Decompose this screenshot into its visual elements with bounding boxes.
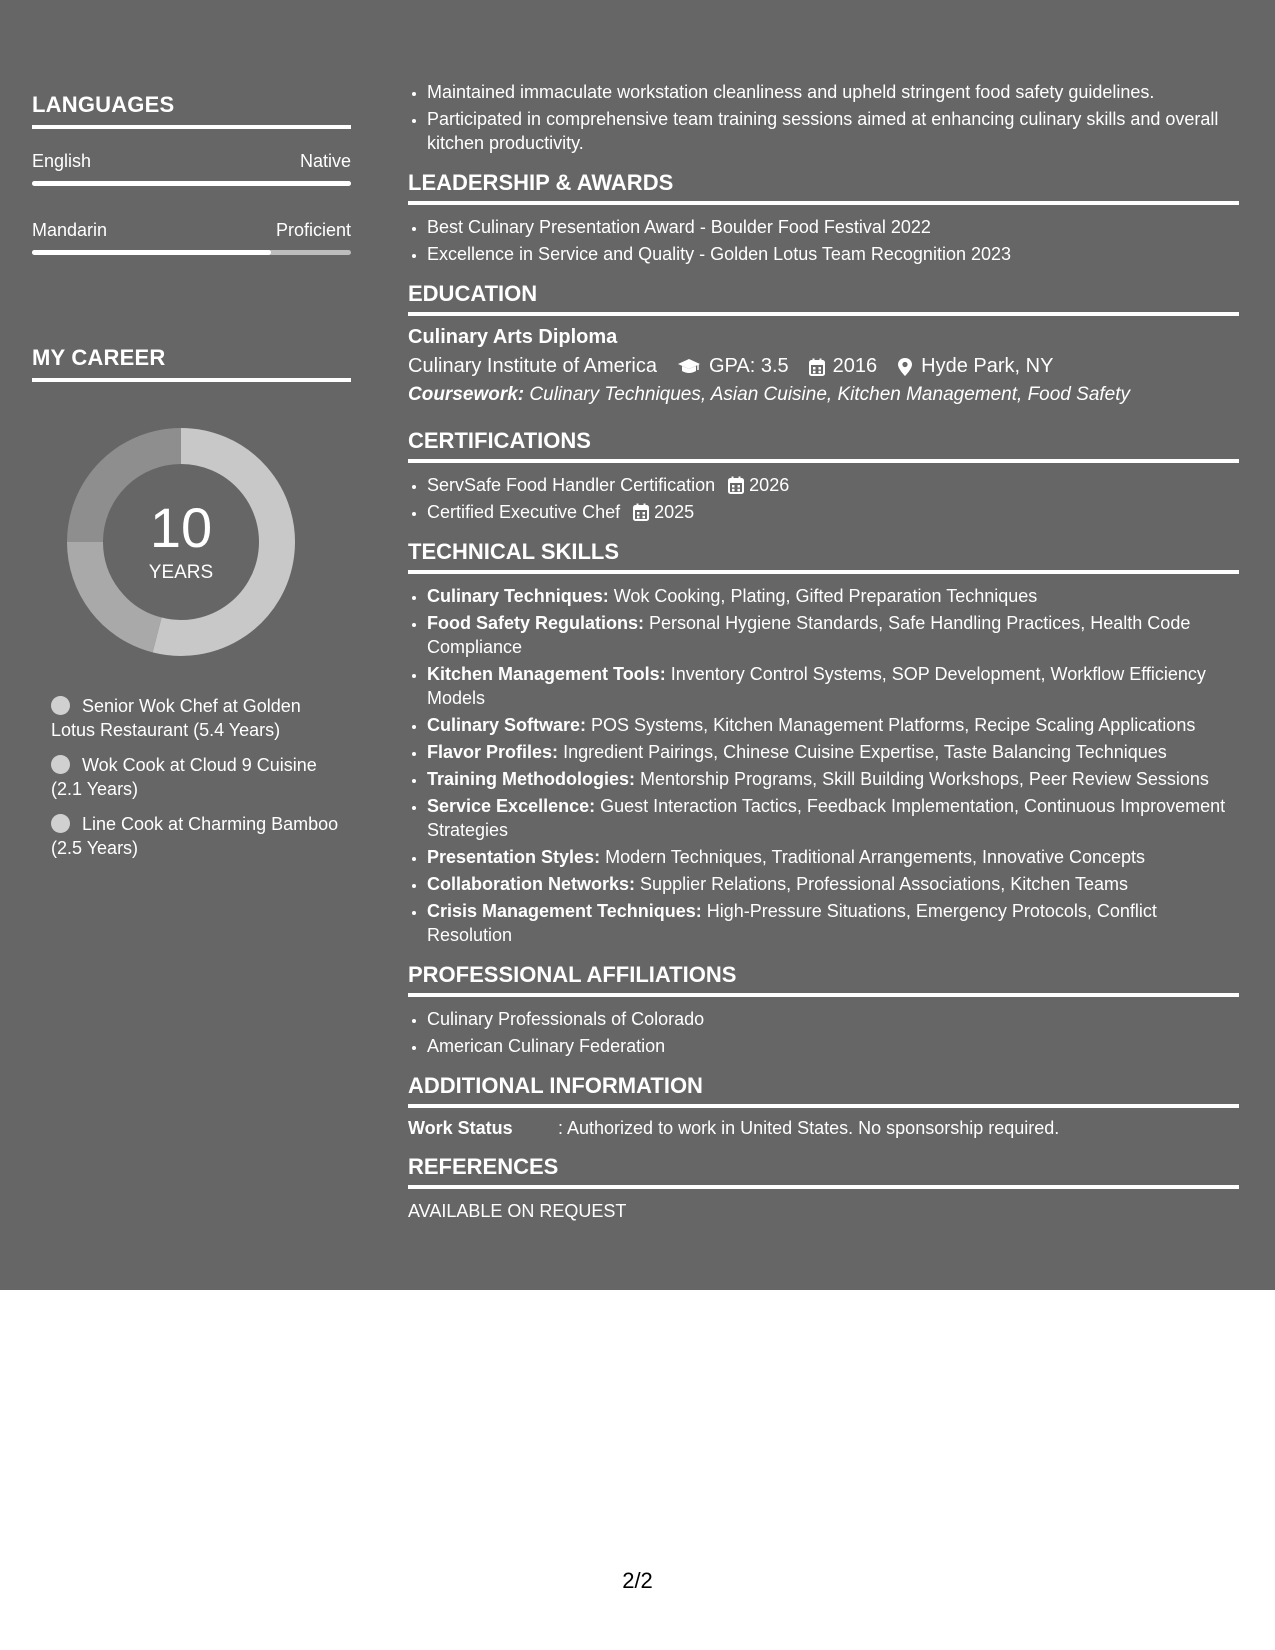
work-status-value: : Authorized to work in United States. No sponsorship required. bbox=[558, 1118, 1060, 1138]
skill-item: • Kitchen Management Tools: Inventory Control Systems, SOP Development, Workflow Efficiency Models bbox=[427, 662, 1239, 710]
experience-bullet: • Participated in comprehensive team training sessions aimed at enhancing culinary skills and overall kitchen productivity. bbox=[427, 107, 1239, 155]
education-degree: Culinary Arts Diploma bbox=[408, 326, 618, 348]
additional-heading: ADDITIONAL INFORMATION bbox=[408, 1073, 1239, 1108]
calendar-icon bbox=[728, 476, 744, 494]
education-coursework: Coursework: Culinary Techniques, Asian Cuisine, Kitchen Management, Food Safety bbox=[408, 384, 1131, 405]
skill-item: • Culinary Software: POS Systems, Kitchen Management Platforms, Recipe Scaling Applications bbox=[427, 713, 1239, 737]
language-level: Proficient bbox=[275, 220, 351, 240]
career-years-label: YEARS bbox=[148, 562, 214, 583]
skill-item: • Food Safety Regulations: Personal Hygiene Standards, Safe Handling Practices, Health Code Compliance bbox=[427, 611, 1239, 659]
language-bar bbox=[32, 181, 351, 186]
calendar-icon bbox=[809, 358, 825, 376]
career-heading: MY CAREER bbox=[32, 345, 351, 382]
affiliation-item: • American Culinary Federation bbox=[427, 1034, 1239, 1058]
language-level: Native bbox=[299, 151, 351, 171]
leadership-heading: LEADERSHIP & AWARDS bbox=[408, 170, 1239, 205]
career-legend-item: Wok Cook at Cloud 9 Cuisine (2.1 Years) bbox=[51, 755, 317, 799]
left-column bbox=[32, 92, 351, 871]
affiliations-section bbox=[408, 962, 1239, 1058]
work-status-label: Work Status bbox=[408, 1118, 513, 1138]
skill-item: • Presentation Styles: Modern Techniques, Traditional Arrangements, Innovative Concepts bbox=[427, 845, 1239, 869]
calendar-icon bbox=[633, 503, 649, 521]
leadership-section bbox=[408, 170, 1239, 266]
career-legend-item: Line Cook at Charming Bamboo (2.5 Years) bbox=[51, 814, 339, 858]
additional-section bbox=[408, 1073, 1239, 1139]
experience-bullets bbox=[408, 80, 1239, 155]
references-section bbox=[408, 1154, 1239, 1222]
education-details bbox=[408, 355, 1239, 378]
legend-dot-icon bbox=[51, 755, 70, 774]
career-legend-item: Senior Wok Chef at Golden Lotus Restaurant (5.4 Years) bbox=[51, 696, 301, 740]
legend-dot-icon bbox=[51, 814, 70, 833]
references-heading: REFERENCES bbox=[408, 1154, 1239, 1189]
language-bar bbox=[32, 250, 351, 255]
page-indicator: 2/2 bbox=[622, 1568, 653, 1593]
certification-item: • Certified Executive Chef 2025 bbox=[427, 500, 1239, 524]
language-bar-fill bbox=[32, 250, 271, 255]
education-gpa: GPA: 3.5 bbox=[709, 355, 789, 377]
languages-heading: LANGUAGES bbox=[32, 92, 351, 129]
skill-item: • Culinary Techniques: Wok Cooking, Plating, Gifted Preparation Techniques bbox=[427, 584, 1239, 608]
language-name: English bbox=[32, 151, 92, 171]
education-year: 2016 bbox=[832, 355, 878, 377]
skills-heading: TECHNICAL SKILLS bbox=[408, 539, 1239, 574]
certification-item: • ServSafe Food Handler Certification 2026 bbox=[427, 473, 1239, 497]
career-total-years: 10 bbox=[149, 496, 213, 559]
education-location: Hyde Park, NY bbox=[921, 355, 1054, 377]
work-status-row bbox=[408, 1118, 1239, 1139]
award-item: • Best Culinary Presentation Award - Boulder Food Festival 2022 bbox=[427, 215, 1239, 239]
legend-dot-icon bbox=[51, 696, 70, 715]
career-legend bbox=[32, 694, 341, 860]
skill-item: • Crisis Management Techniques: High-Pressure Situations, Emergency Protocols, Conflict Resolution bbox=[427, 899, 1239, 947]
skill-item: • Flavor Profiles: Ingredient Pairings, Chinese Cuisine Expertise, Taste Balancing Techniques bbox=[427, 740, 1239, 764]
career-donut-chart bbox=[65, 426, 297, 658]
language-english bbox=[32, 151, 351, 186]
skill-item: • Collaboration Networks: Supplier Relations, Professional Associations, Kitchen Teams bbox=[427, 872, 1239, 896]
graduation-cap-icon bbox=[677, 358, 701, 376]
award-item: • Excellence in Service and Quality - Golden Lotus Team Recognition 2023 bbox=[427, 242, 1239, 266]
skill-item: • Service Excellence: Guest Interaction Tactics, Feedback Implementation, Continuous Improvement Strategies bbox=[427, 794, 1239, 842]
skills-section bbox=[408, 539, 1239, 947]
language-name: Mandarin bbox=[32, 220, 108, 240]
language-bar-fill bbox=[32, 181, 351, 186]
right-column bbox=[408, 80, 1239, 1222]
skill-item: • Training Methodologies: Mentorship Programs, Skill Building Workshops, Peer Review Sessions bbox=[427, 767, 1239, 791]
education-school: Culinary Institute of America bbox=[408, 355, 657, 377]
references-text: AVAILABLE ON REQUEST bbox=[408, 1201, 627, 1221]
experience-bullet: • Maintained immaculate workstation cleanliness and upheld stringent food safety guidelines. bbox=[427, 80, 1239, 104]
affiliations-heading: PROFESSIONAL AFFILIATIONS bbox=[408, 962, 1239, 997]
certifications-section bbox=[408, 428, 1239, 524]
certifications-heading: CERTIFICATIONS bbox=[408, 428, 1239, 463]
map-pin-icon bbox=[897, 357, 913, 377]
language-mandarin bbox=[32, 220, 351, 255]
education-heading: EDUCATION bbox=[408, 281, 1239, 316]
education-section bbox=[408, 281, 1239, 406]
affiliation-item: • Culinary Professionals of Colorado bbox=[427, 1007, 1239, 1031]
